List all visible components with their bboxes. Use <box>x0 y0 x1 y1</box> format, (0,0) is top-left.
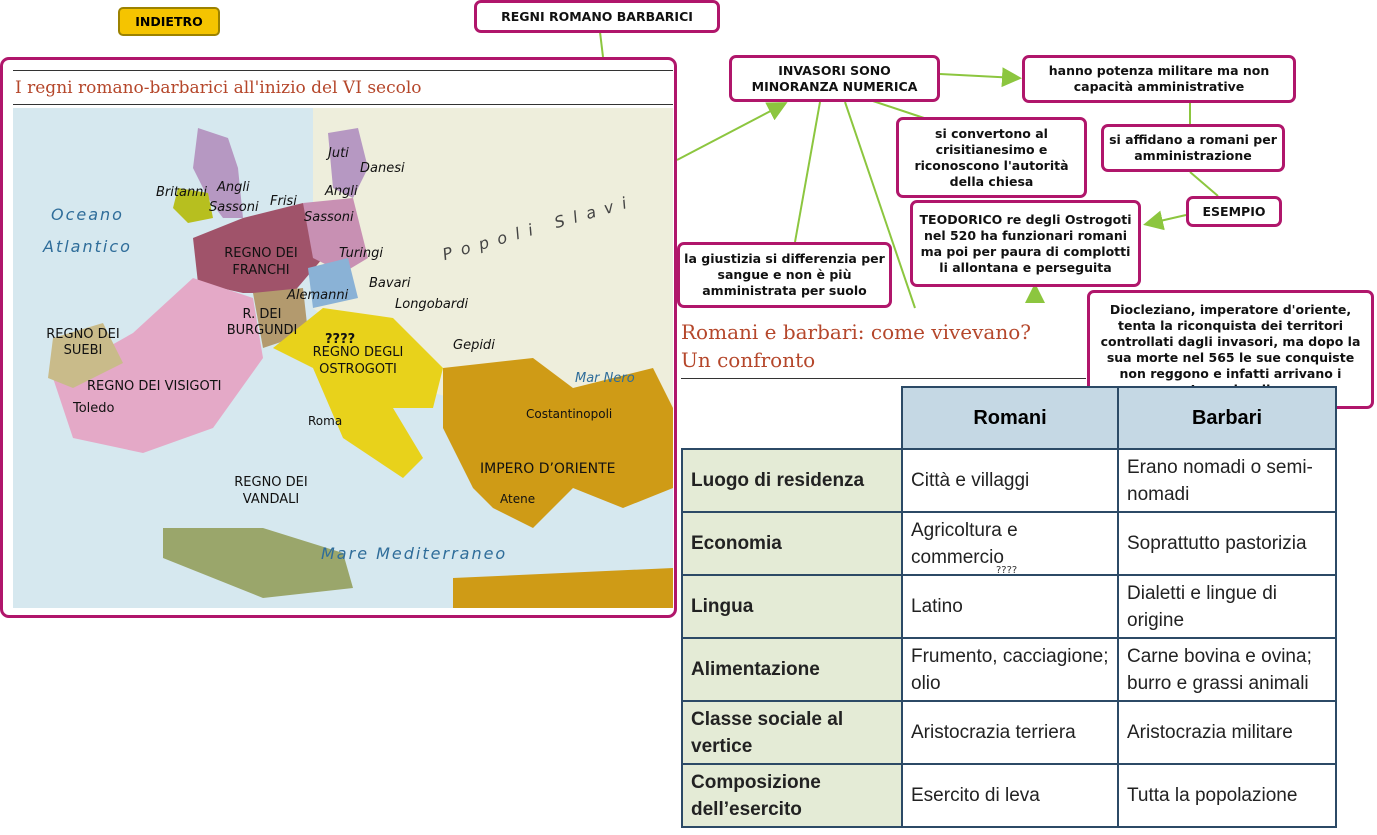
cell-barbari: Aristocrazia militare <box>1118 701 1336 764</box>
cell-romani: Esercito di leva <box>902 764 1118 827</box>
label-frisi: Frisi <box>270 194 297 209</box>
label-sassoni2: Sassoni <box>304 210 354 225</box>
label-juti: Juti <box>328 146 349 161</box>
table-header-row <box>682 387 1336 449</box>
cell-barbari: Tutta la popolazione <box>1118 764 1336 827</box>
cell-romani: Frumento, cacciagione; olio <box>902 638 1118 701</box>
cell-barbari: Erano nomadi o semi-nomadi <box>1118 449 1336 512</box>
label-costantinopoli: Costantinopoli <box>526 407 613 421</box>
cell-barbari: Carne bovina e ovina; burro e grassi animali <box>1118 638 1336 701</box>
table-row <box>682 449 1336 512</box>
row-label: Alimentazione <box>682 638 902 701</box>
table-row <box>682 701 1336 764</box>
label-impero: IMPERO D’ORIENTE <box>480 461 616 477</box>
row-label: Economia <box>682 512 902 575</box>
cell-barbari: Dialetti e lingue di origine <box>1118 575 1336 638</box>
arrow-map-invasori <box>677 104 784 160</box>
label-sassoni1: Sassoni <box>209 200 259 215</box>
row-label: Luogo di residenza <box>682 449 902 512</box>
label-turingi: Turingi <box>339 246 383 261</box>
label-angli1: Angli <box>217 180 250 195</box>
label-burgundi: R. DEI BURGUNDI <box>226 307 298 338</box>
table-note: ???? <box>996 565 1018 576</box>
label-alemanni: Alemanni <box>287 288 349 303</box>
label-bavari: Bavari <box>369 276 411 291</box>
arrow-invasori-potenza <box>940 74 1018 78</box>
row-label: Lingua <box>682 575 902 638</box>
concept-diocleziano: Diocleziano, imperatore d'oriente, tenta la riconquista dei territori controllati dagli invasori, ma dopo la sua morte nel 565 le sue conquiste non reggono e infatti arrivano i <box>1087 290 1374 409</box>
cell-romani: Città e villaggi <box>902 449 1118 512</box>
row-label: Composizione dell’esercito <box>682 764 902 827</box>
concept-esempio: ESEMPIO <box>1186 196 1282 227</box>
cell-romani: Agricoltura e commercio <box>902 512 1118 575</box>
cell-romani: Latino <box>902 575 1118 638</box>
comparison-table <box>681 386 1337 828</box>
map-frame <box>0 57 677 618</box>
cell-romani: Aristocrazia terriera <box>902 701 1118 764</box>
label-ostrogoti: REGNO DEGLI OSTROGOTI <box>312 345 404 377</box>
line-affidano-esempio <box>1190 172 1218 196</box>
label-question-marks: ???? <box>325 332 356 347</box>
comparison-title <box>681 318 1031 374</box>
header-romani: Romani <box>902 387 1118 449</box>
table-row <box>682 764 1336 827</box>
concept-potenza: hanno potenza militare ma non capacità amministrative <box>1022 55 1296 103</box>
concept-teodorico: TEODORICO re degli Ostrogoti nel 520 ha funzionari romani ma poi per paura di complotti li allontana e perseguita <box>910 200 1141 287</box>
line-regni-map <box>600 32 603 57</box>
row-label: Classe sociale al vertice <box>682 701 902 764</box>
label-roma: Roma <box>308 414 343 428</box>
label-vandali: REGNO DEI VANDALI <box>234 475 308 507</box>
header-barbari: Barbari <box>1118 387 1336 449</box>
label-suebi: REGNO DEI SUEBI <box>46 327 120 358</box>
map-title: I regni romano-barbarici all'inizio del VI secolo <box>15 78 422 98</box>
map-rule-bottom <box>13 104 673 105</box>
table-row <box>682 575 1336 638</box>
concept-invasori: INVASORI SONO MINORANZA NUMERICA <box>729 55 940 102</box>
label-britanni: Britanni <box>156 185 208 200</box>
comparison-title-line2: Un confronto <box>681 348 816 372</box>
cell-barbari: Soprattutto pastorizia <box>1118 512 1336 575</box>
label-gepidi: Gepidi <box>453 338 495 353</box>
label-mar-nero: Mar Nero <box>575 371 635 386</box>
label-franchi: REGNO DEI FRANCHI <box>224 246 298 278</box>
arrow-esempio-teodorico <box>1147 215 1186 224</box>
table-row <box>682 638 1336 701</box>
concept-affidano: si affidano a romani per amministrazione <box>1101 124 1285 172</box>
line-invasori-giustizia <box>795 102 820 242</box>
concept-convertono: si convertono al crisitianesimo e riconoscono l'autorità della chiesa <box>896 117 1087 198</box>
label-danesi: Danesi <box>360 161 405 176</box>
label-visigoti: REGNO DEI VISIGOTI <box>87 379 222 394</box>
concept-regni: REGNI ROMANO BARBARICI <box>474 0 720 33</box>
concept-giustizia: la giustizia si differenzia per sangue e non è più amministrata per suolo <box>677 242 892 308</box>
line-invasori-convertono <box>870 100 924 118</box>
label-longobardi: Longobardi <box>395 297 469 312</box>
label-oceano: Oceano <box>51 205 124 224</box>
label-angli2: Angli <box>325 184 358 199</box>
label-atlantico: Atlantico <box>43 237 132 256</box>
label-popoli-slavi: Popoli Slavi <box>440 190 638 265</box>
comparison-title-line1: Romani e barbari: come vivevano? <box>681 320 1031 344</box>
map-rule-top <box>13 70 673 71</box>
label-mediterraneo: Mare Mediterraneo <box>321 544 508 563</box>
label-toledo: Toledo <box>73 401 115 416</box>
label-atene: Atene <box>500 492 536 506</box>
comparison-rule <box>681 378 1086 379</box>
back-button[interactable]: INDIETRO <box>118 7 220 36</box>
